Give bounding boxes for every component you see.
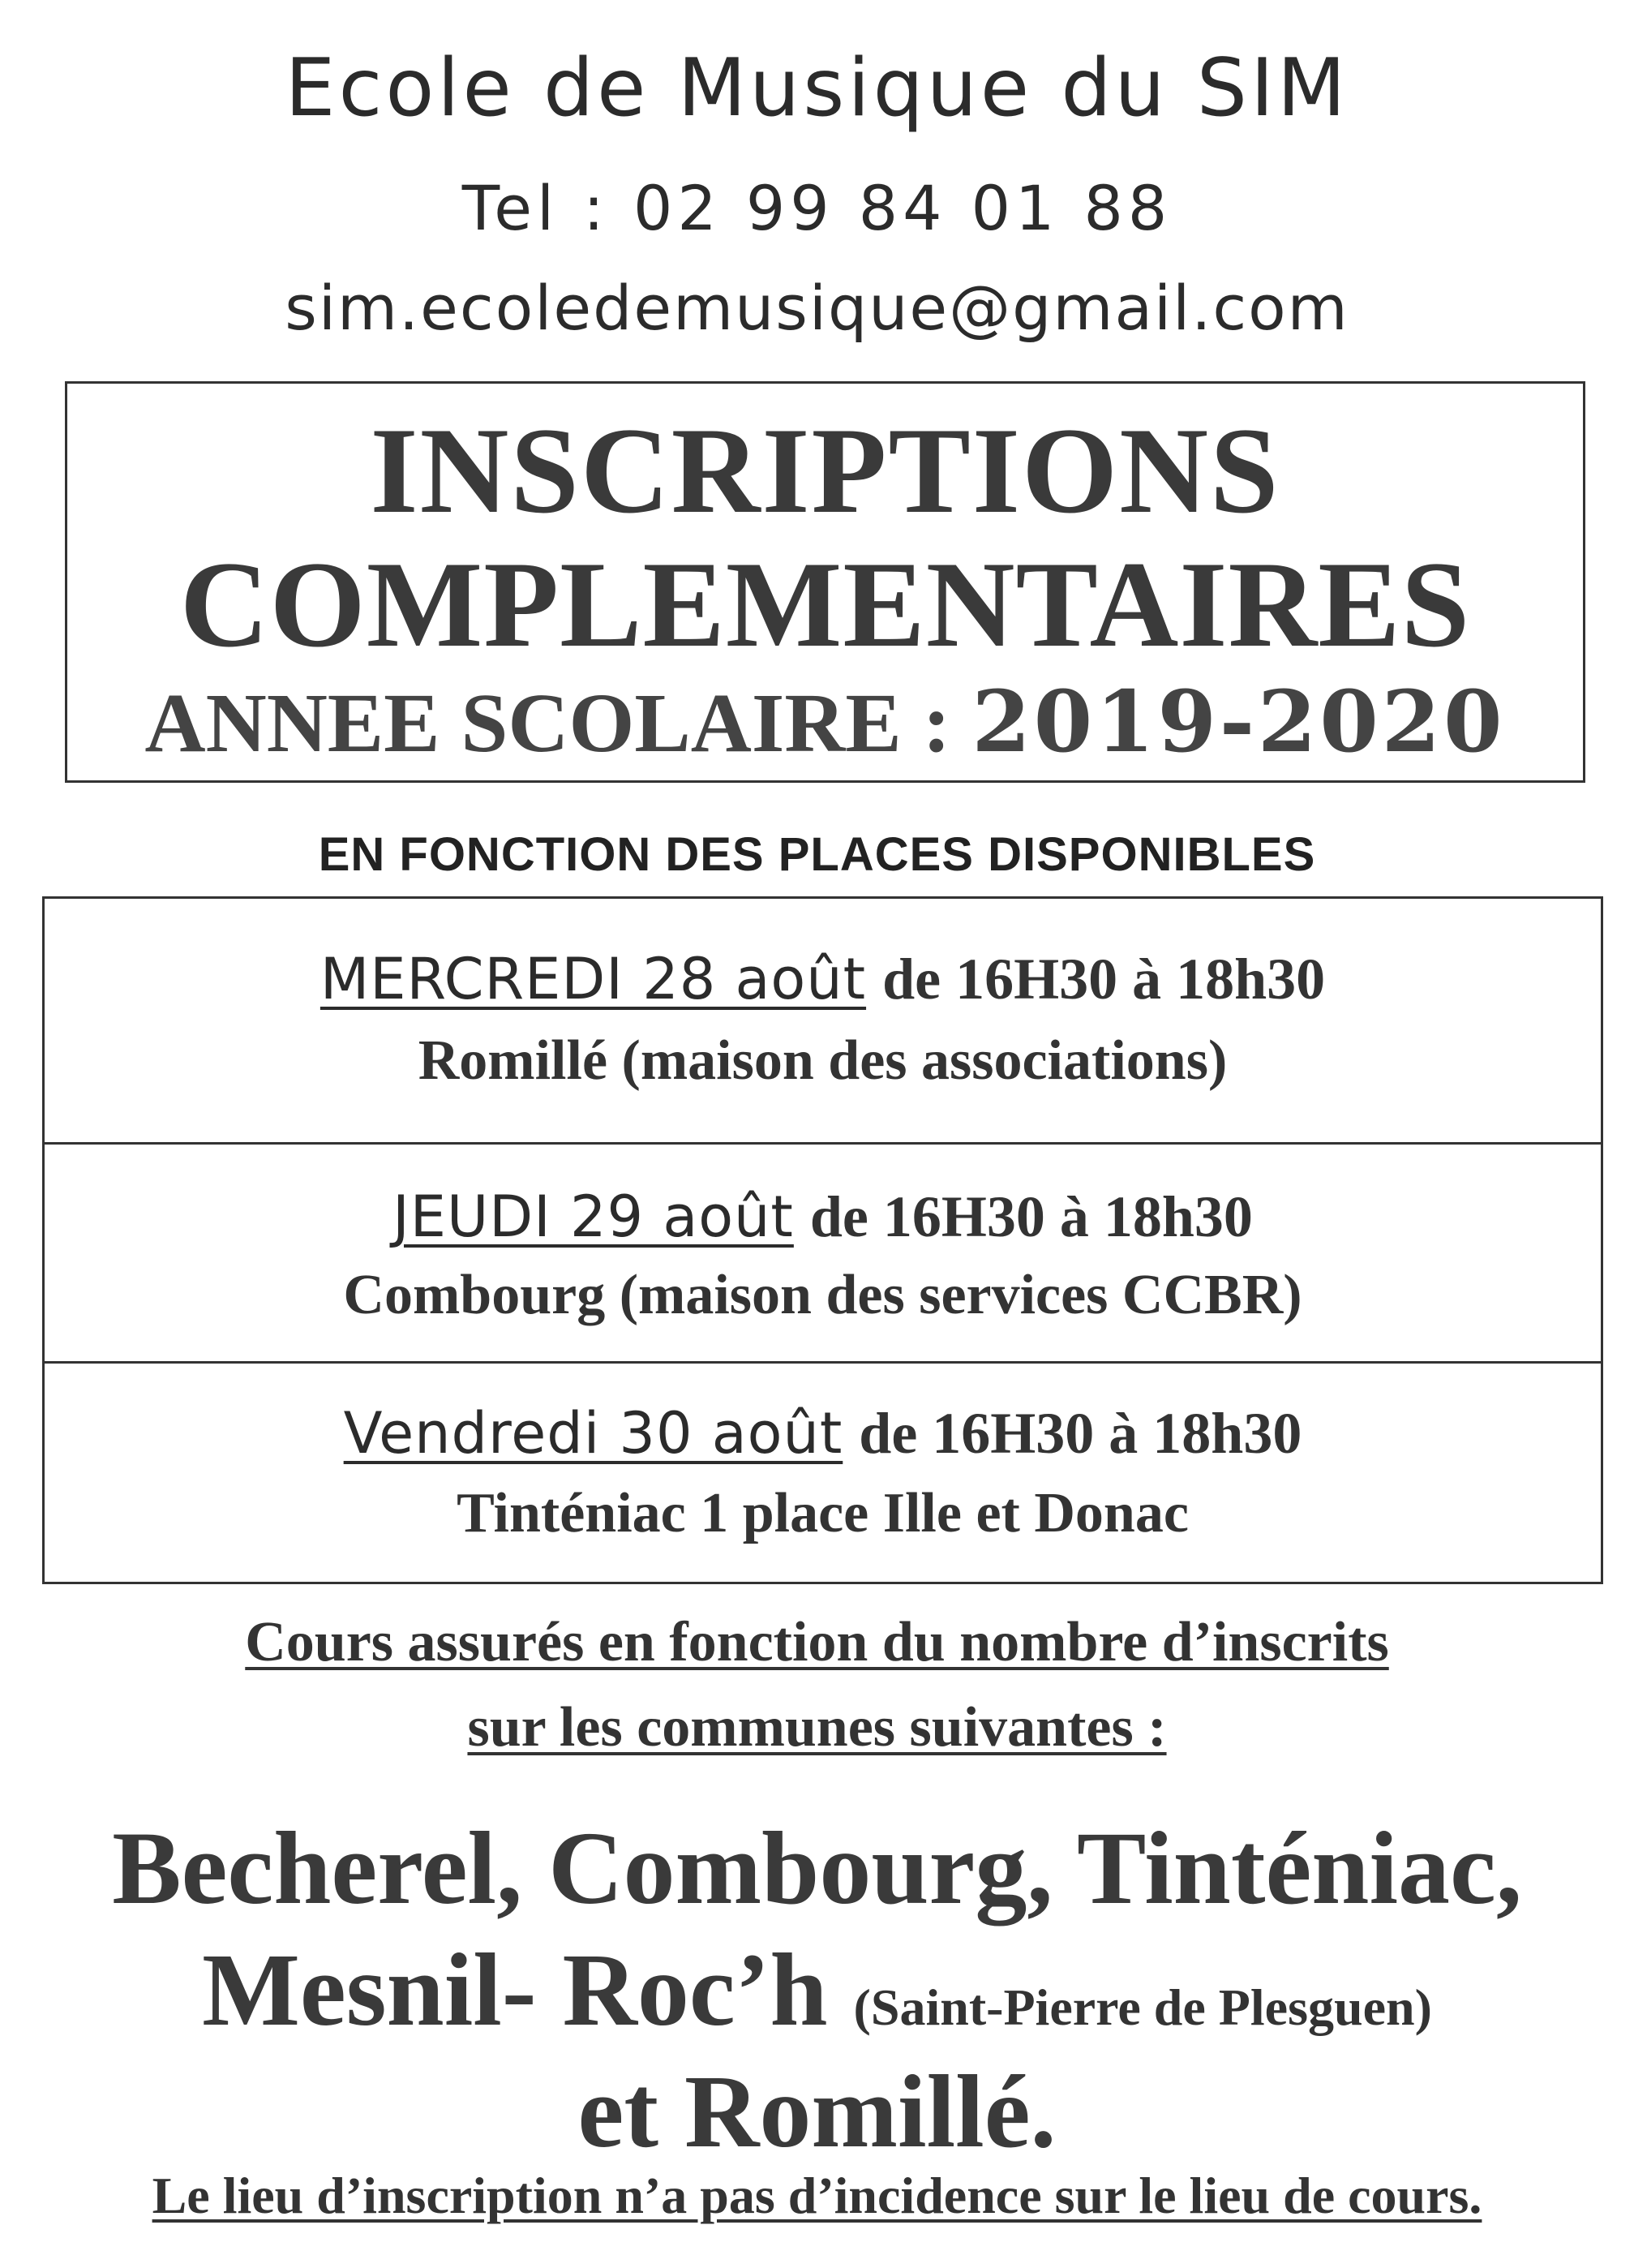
session-place: Tinténiac 1 place Ille et Donac: [457, 1482, 1189, 1544]
session-header: [45, 946, 1601, 1013]
title-box: [65, 381, 1585, 783]
communes-line-3: et Romillé.: [577, 2054, 1057, 2169]
session-row: [45, 1361, 1601, 1584]
notice-line-2: sur les communes suivantes :: [467, 1696, 1167, 1759]
session-hours: de 16H30 à 18h30: [859, 1401, 1302, 1466]
session-row: [45, 899, 1601, 1142]
session-day-date: MERCREDI 28 août: [320, 946, 867, 1012]
notice-line-1: Cours assurés en fonction du nombre d’inscrits: [245, 1611, 1389, 1673]
school-year-label: ANNEE SCOLAIRE :: [144, 677, 972, 770]
school-email: sim.ecoledemusique@gmail.com: [285, 272, 1349, 344]
commune-mesnil-roch: Mesnil- Roc’h: [202, 1932, 854, 2047]
availability-notice: EN FONCTION DES PLACES DISPONIBLES: [318, 828, 1316, 881]
communes-line-2: [0, 1931, 1634, 2050]
session-day-date: Vendredi 30 août: [343, 1400, 843, 1467]
school-year-line: [67, 672, 1583, 771]
school-year-value: 2019-2020: [971, 672, 1506, 771]
sessions-box: [42, 896, 1603, 1584]
school-phone: Tel : 02 99 84 01 88: [461, 172, 1173, 244]
session-hours: de 16H30 à 18h30: [809, 1184, 1253, 1249]
session-header: [45, 1183, 1601, 1251]
title-complementaires: COMPLEMENTAIRES: [179, 536, 1471, 672]
title-inscriptions: INSCRIPTIONS: [370, 402, 1280, 539]
footnote: Le lieu d’inscription n’a pas d’incidence sur le lieu de cours.: [152, 2167, 1482, 2224]
communes-line-1: Becherel, Combourg, Tinténiac,: [112, 1811, 1522, 1926]
session-day-date: JEUDI 29 août: [392, 1183, 794, 1250]
session-place: Combourg (maison des services CCBR): [343, 1264, 1302, 1326]
session-hours: de 16H30 à 18h30: [882, 947, 1326, 1012]
commune-parenthetical: (Saint-Pierre de Plesguen): [853, 1978, 1432, 2036]
session-place: Romillé (maison des associations): [418, 1029, 1228, 1092]
school-name: Ecole de Musique du SIM: [285, 42, 1349, 135]
session-header: [45, 1400, 1601, 1467]
session-row: [45, 1142, 1601, 1361]
